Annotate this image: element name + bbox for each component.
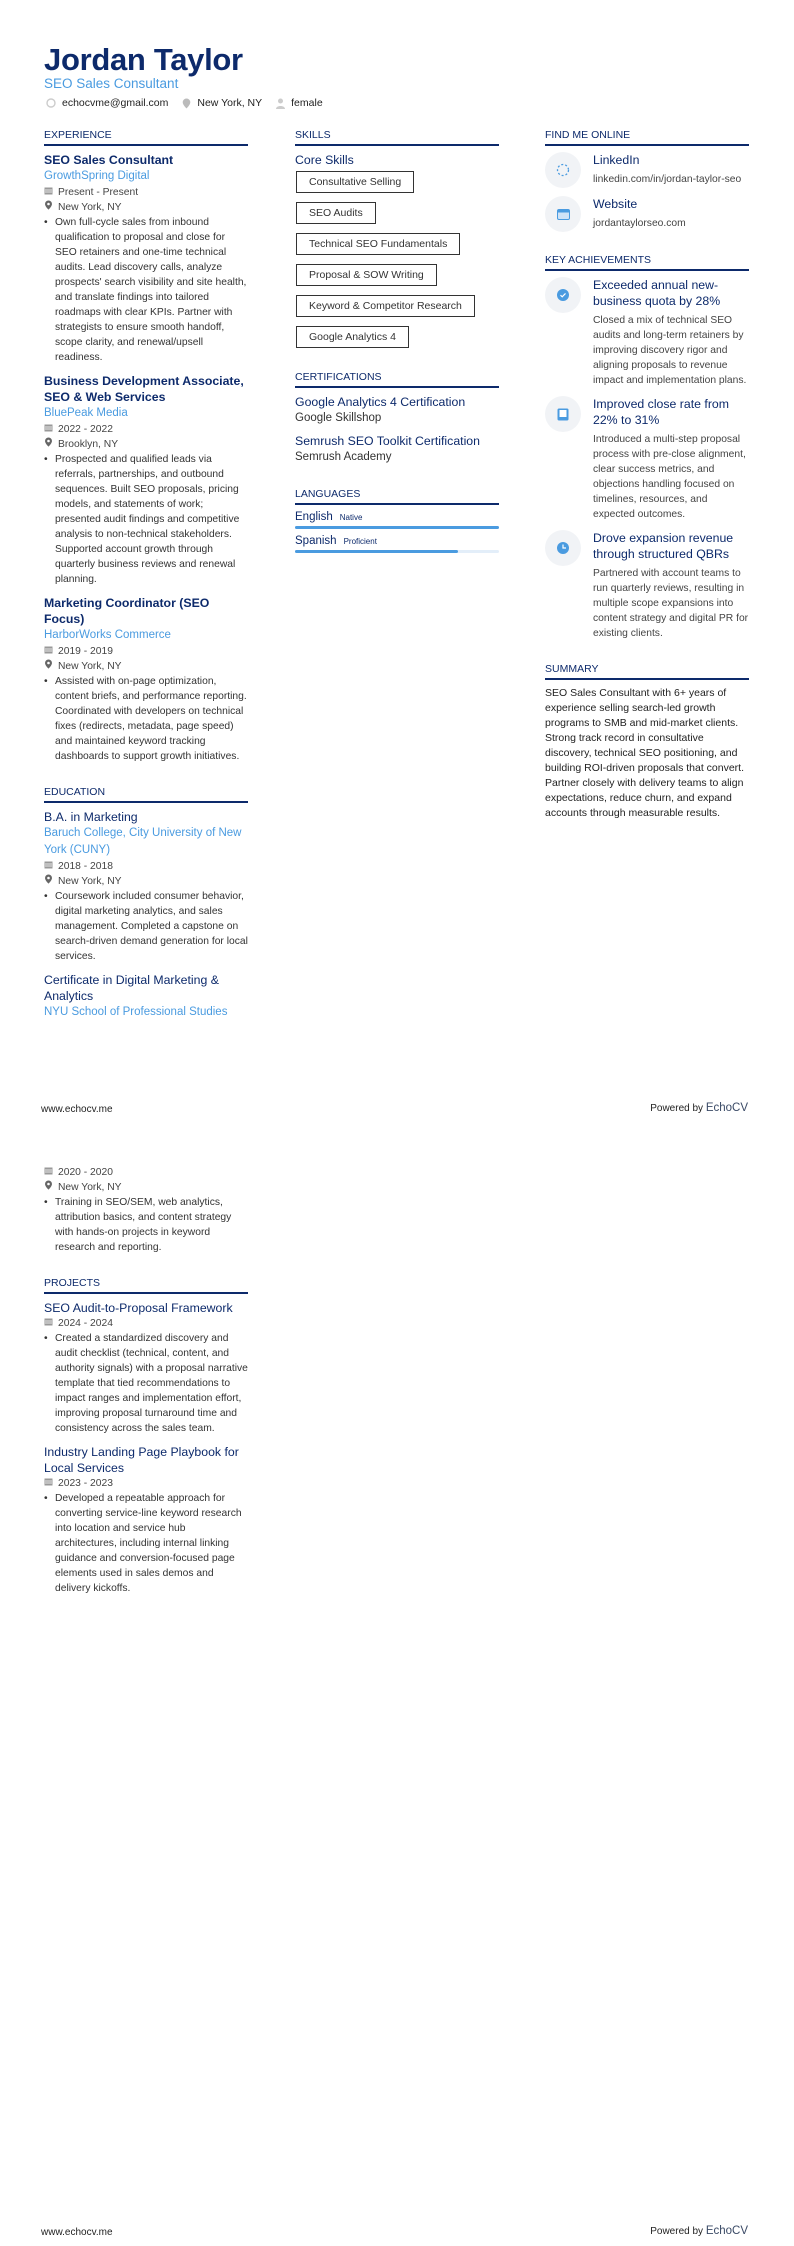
- job-location: [44, 200, 248, 215]
- bullet-text: Training in SEO/SEM, web analytics, attribution basics, and content strategy with hands-on projects in keyword research and reporting.: [55, 1197, 232, 1253]
- website-icon: [545, 196, 581, 232]
- education-dates: [44, 1165, 248, 1180]
- brand-name[interactable]: EchoCV: [705, 1102, 748, 1114]
- online-profile-text: [593, 196, 686, 232]
- achievement-entry: [545, 530, 749, 641]
- job-dates: [44, 422, 248, 437]
- education-dates: [44, 859, 248, 874]
- location-pin-icon: [44, 874, 53, 889]
- bullet-dot-icon: •: [44, 217, 48, 228]
- skill-chip: Technical SEO Fundamentals: [296, 233, 460, 255]
- experience-entry: [44, 152, 248, 365]
- achievement-title: Drove expansion revenue through structured QBRs: [593, 531, 734, 561]
- bullet-dot-icon: •: [44, 891, 48, 902]
- left-column-page-2: [44, 1165, 248, 1604]
- education-section-title: EDUCATION: [44, 786, 248, 803]
- footer-site-link-page-2[interactable]: www.echocv.me: [41, 2227, 113, 2238]
- language-proficiency-fill: [295, 550, 458, 553]
- clock-icon: [545, 530, 581, 566]
- online-profile[interactable]: [545, 196, 749, 232]
- bullet-item: [44, 1195, 248, 1255]
- job-location-text: New York, NY: [58, 202, 122, 213]
- book-icon: [545, 396, 581, 432]
- education-location: [44, 1180, 248, 1195]
- skill-group-title: Core Skills: [295, 153, 354, 167]
- project-title: SEO Audit-to-Proposal Framework: [44, 1301, 233, 1315]
- achievement-description: Partnered with account teams to run quarterly reviews, resulting in multiple scope expansions into content strategy and digital PR for existing clients.: [593, 568, 749, 639]
- calendar-icon: [44, 644, 53, 659]
- projects-section-title: PROJECTS: [44, 1277, 248, 1294]
- education-dates-text: 2020 - 2020: [58, 1167, 113, 1178]
- powered-by-text: Powered by: [650, 2226, 704, 2237]
- job-dates: [44, 644, 248, 659]
- online-profile-text: [593, 152, 741, 188]
- degree: B.A. in Marketing: [44, 810, 138, 824]
- location-pin-icon: [44, 1180, 53, 1195]
- calendar-icon: [44, 859, 53, 874]
- company-name: GrowthSpring Digital: [44, 170, 150, 182]
- job-title: Marketing Coordinator (SEO Focus): [44, 596, 210, 626]
- education-location: [44, 874, 248, 889]
- achievement-text: [593, 396, 749, 522]
- calendar-icon: [44, 185, 53, 200]
- bullet-item: [44, 215, 248, 365]
- summary-section-title: SUMMARY: [545, 663, 749, 680]
- skills-section-title: SKILLS: [295, 129, 499, 146]
- skill-chips: [295, 171, 499, 357]
- bullet-item: [44, 452, 248, 587]
- right-column: [545, 129, 749, 821]
- bullet-dot-icon: •: [44, 1333, 48, 1344]
- job-location-text: New York, NY: [58, 661, 122, 672]
- middle-column: [295, 129, 499, 559]
- education-location-text: New York, NY: [58, 876, 122, 887]
- left-column-page-1: [44, 129, 248, 1021]
- key-achievements-section-title: KEY ACHIEVEMENTS: [545, 254, 749, 271]
- bullet-text: Own full-cycle sales from inbound qualification to proposal and close for SEO retainers and one-time technical audits. Lead discovery calls, analyze prospects' search visibility and site health, and translate findings into tailored roadmaps with clear KPIs. Partner with strategists to ensure smooth handoff, scope clarity, and renewal/upsell readiness.: [55, 217, 247, 363]
- language-name: English: [295, 511, 333, 523]
- skill-chip: Keyword & Competitor Research: [296, 295, 475, 317]
- bullet-dot-icon: •: [44, 676, 48, 687]
- job-dates-text: 2019 - 2019: [58, 646, 113, 657]
- project-dates: [44, 1476, 248, 1491]
- company-name: BluePeak Media: [44, 407, 128, 419]
- bullet-text: Coursework included consumer behavior, digital marketing analytics, and sales management. Completed a capstone on search-driven demand generation for local services.: [55, 891, 248, 962]
- calendar-icon: [44, 422, 53, 437]
- degree: Certificate in Digital Marketing & Analytics: [44, 973, 219, 1003]
- bullet-item: [44, 1331, 248, 1436]
- achievement-entry: [545, 277, 749, 388]
- language-name: Spanish: [295, 535, 337, 547]
- online-profile-url[interactable]: linkedin.com/in/jordan-taylor-seo: [593, 174, 742, 185]
- certifications-section-title: CERTIFICATIONS: [295, 371, 499, 388]
- find-me-online-section-title: FIND ME ONLINE: [545, 129, 749, 146]
- online-profile-label[interactable]: Website: [593, 197, 638, 211]
- online-profile[interactable]: [545, 152, 749, 188]
- email[interactable]: echocvme@gmail.com: [62, 97, 169, 109]
- job-location: [44, 437, 248, 452]
- candidate-title: SEO Sales Consultant: [44, 76, 179, 91]
- calendar-icon: [44, 1165, 53, 1180]
- job-dates-text: Present - Present: [58, 187, 139, 198]
- contact-bar: [46, 97, 323, 109]
- project-entry: [44, 1444, 248, 1596]
- job-dates-text: 2022 - 2022: [58, 424, 113, 435]
- bullet-text: Created a standardized discovery and audit checklist (technical, content, and authority signals) with a proposal narrative template that tied recommendations to impact ranges and implementation effort, improving proposal turnaround time and consistency across the sales team.: [55, 1333, 248, 1434]
- bullet-item: [44, 1491, 248, 1596]
- education-entry: [44, 972, 248, 1021]
- calendar-icon: [44, 1476, 53, 1491]
- language-entry: [295, 535, 499, 547]
- location-pin-icon: [182, 98, 191, 109]
- bullet-dot-icon: •: [44, 1197, 48, 1208]
- skill-chip: Proposal & SOW Writing: [296, 264, 437, 286]
- skill-chip: Google Analytics 4: [296, 326, 409, 348]
- online-profile-label[interactable]: LinkedIn: [593, 153, 640, 167]
- job-dates: [44, 185, 248, 200]
- language-proficiency-bar: [295, 526, 499, 529]
- job-title: SEO Sales Consultant: [44, 153, 174, 167]
- project-dates: [44, 1316, 248, 1331]
- language-level: Native: [339, 513, 363, 522]
- experience-section-title: EXPERIENCE: [44, 129, 248, 146]
- project-entry: [44, 1300, 248, 1436]
- footer-site-link[interactable]: www.echocv.me: [41, 1104, 113, 1115]
- languages-section-title: LANGUAGES: [295, 488, 499, 505]
- company-name: HarborWorks Commerce: [44, 629, 171, 641]
- bullet-text: Prospected and qualified leads via referrals, partnerships, and outbound sequences. Built SEO proposals, pricing models, and statements of work; presented audit findings and competitive analysis to non-technical stakeholders. Supported account growth through quarterly business reviews and renewal planning.: [55, 454, 240, 585]
- skill-chip: Consultative Selling: [296, 171, 414, 193]
- location: New York, NY: [197, 97, 263, 109]
- email-icon: [46, 98, 56, 108]
- achievement-description: Closed a mix of technical SEO audits and long-term retainers by improving discovery rigor and aligning proposals to revenue impact and implementation plans.: [593, 315, 747, 386]
- location-pin-icon: [44, 659, 53, 674]
- achievement-title: Improved close rate from 22% to 31%: [593, 397, 729, 427]
- certification-issuer: Semrush Academy: [295, 451, 392, 463]
- bullet-text: Assisted with on-page optimization, content briefs, and performance reporting. Coordinated with developers on technical fixes (redirects, metadata, page speed) and maintained keyword tracking dashboards to support growth initiatives.: [55, 676, 247, 762]
- skill-chip: SEO Audits: [296, 202, 376, 224]
- language-proficiency-bar: [295, 550, 499, 553]
- person-icon: [276, 98, 285, 109]
- achievement-entry: [545, 396, 749, 522]
- powered-by-text: Powered by: [650, 1103, 704, 1114]
- language-entry: [295, 511, 499, 523]
- gender: female: [291, 97, 323, 109]
- experience-entry: [44, 373, 248, 587]
- bullet-text: Developed a repeatable approach for converting service-line keyword research into location and service hub architectures, including internal linking guidance and conversion-focused page elements used in sales demos and delivery kickoffs.: [55, 1493, 242, 1594]
- linkedin-icon: [545, 152, 581, 188]
- project-dates-text: 2023 - 2023: [58, 1478, 113, 1489]
- bullet-dot-icon: •: [44, 1493, 48, 1504]
- location-pin-icon: [44, 200, 53, 215]
- footer-powered-page-2: [650, 2225, 748, 2237]
- experience-entry: [44, 595, 248, 764]
- achievement-text: [593, 530, 749, 641]
- summary-text: SEO Sales Consultant with 6+ years of experience selling search-led growth programs to SMB and mid-market clients. Strong track record in consultative discovery, technical SEO positioning, and building ROI-driven proposals that convert. Partner closely with delivery teams to align expectations, reduce churn, and expand accounts through measurable results.: [545, 687, 745, 819]
- location-pin-icon: [44, 437, 53, 452]
- bullet-item: [44, 674, 248, 764]
- certification-issuer: Google Skillshop: [295, 412, 382, 424]
- education-dates-text: 2018 - 2018: [58, 861, 113, 872]
- calendar-icon: [44, 1316, 53, 1331]
- job-location-text: Brooklyn, NY: [58, 439, 119, 450]
- language-level: Proficient: [343, 537, 377, 546]
- online-profile-url[interactable]: jordantaylorseo.com: [593, 218, 686, 229]
- language-proficiency-fill: [295, 526, 499, 529]
- footer-powered: [650, 1102, 748, 1114]
- project-dates-text: 2024 - 2024: [58, 1318, 113, 1329]
- achievement-title: Exceeded annual new-business quota by 28%: [593, 278, 721, 308]
- achievement-text: [593, 277, 749, 388]
- education-entry: [44, 809, 248, 964]
- job-location: [44, 659, 248, 674]
- certification-name: Semrush SEO Toolkit Certification: [295, 434, 480, 448]
- check-circle-icon: [545, 277, 581, 313]
- brand-name[interactable]: EchoCV: [705, 2225, 748, 2237]
- school-name: NYU School of Professional Studies: [44, 1006, 228, 1018]
- education-entry-continued: [44, 1165, 248, 1255]
- job-title: Business Development Associate, SEO & Web Services: [44, 374, 244, 404]
- bullet-dot-icon: •: [44, 454, 48, 465]
- achievement-description: Introduced a multi-step proposal process with pre-close alignment, clear success metrics, and objections handling focused on timelines, resources, and expected outcomes.: [593, 434, 746, 520]
- education-location-text: New York, NY: [58, 1182, 122, 1193]
- school-name: Baruch College, City University of New York (CUNY): [44, 827, 242, 856]
- project-title: Industry Landing Page Playbook for Local Services: [44, 1445, 239, 1475]
- certification-name: Google Analytics 4 Certification: [295, 395, 466, 409]
- bullet-item: [44, 889, 248, 964]
- candidate-name: Jordan Taylor: [44, 42, 243, 77]
